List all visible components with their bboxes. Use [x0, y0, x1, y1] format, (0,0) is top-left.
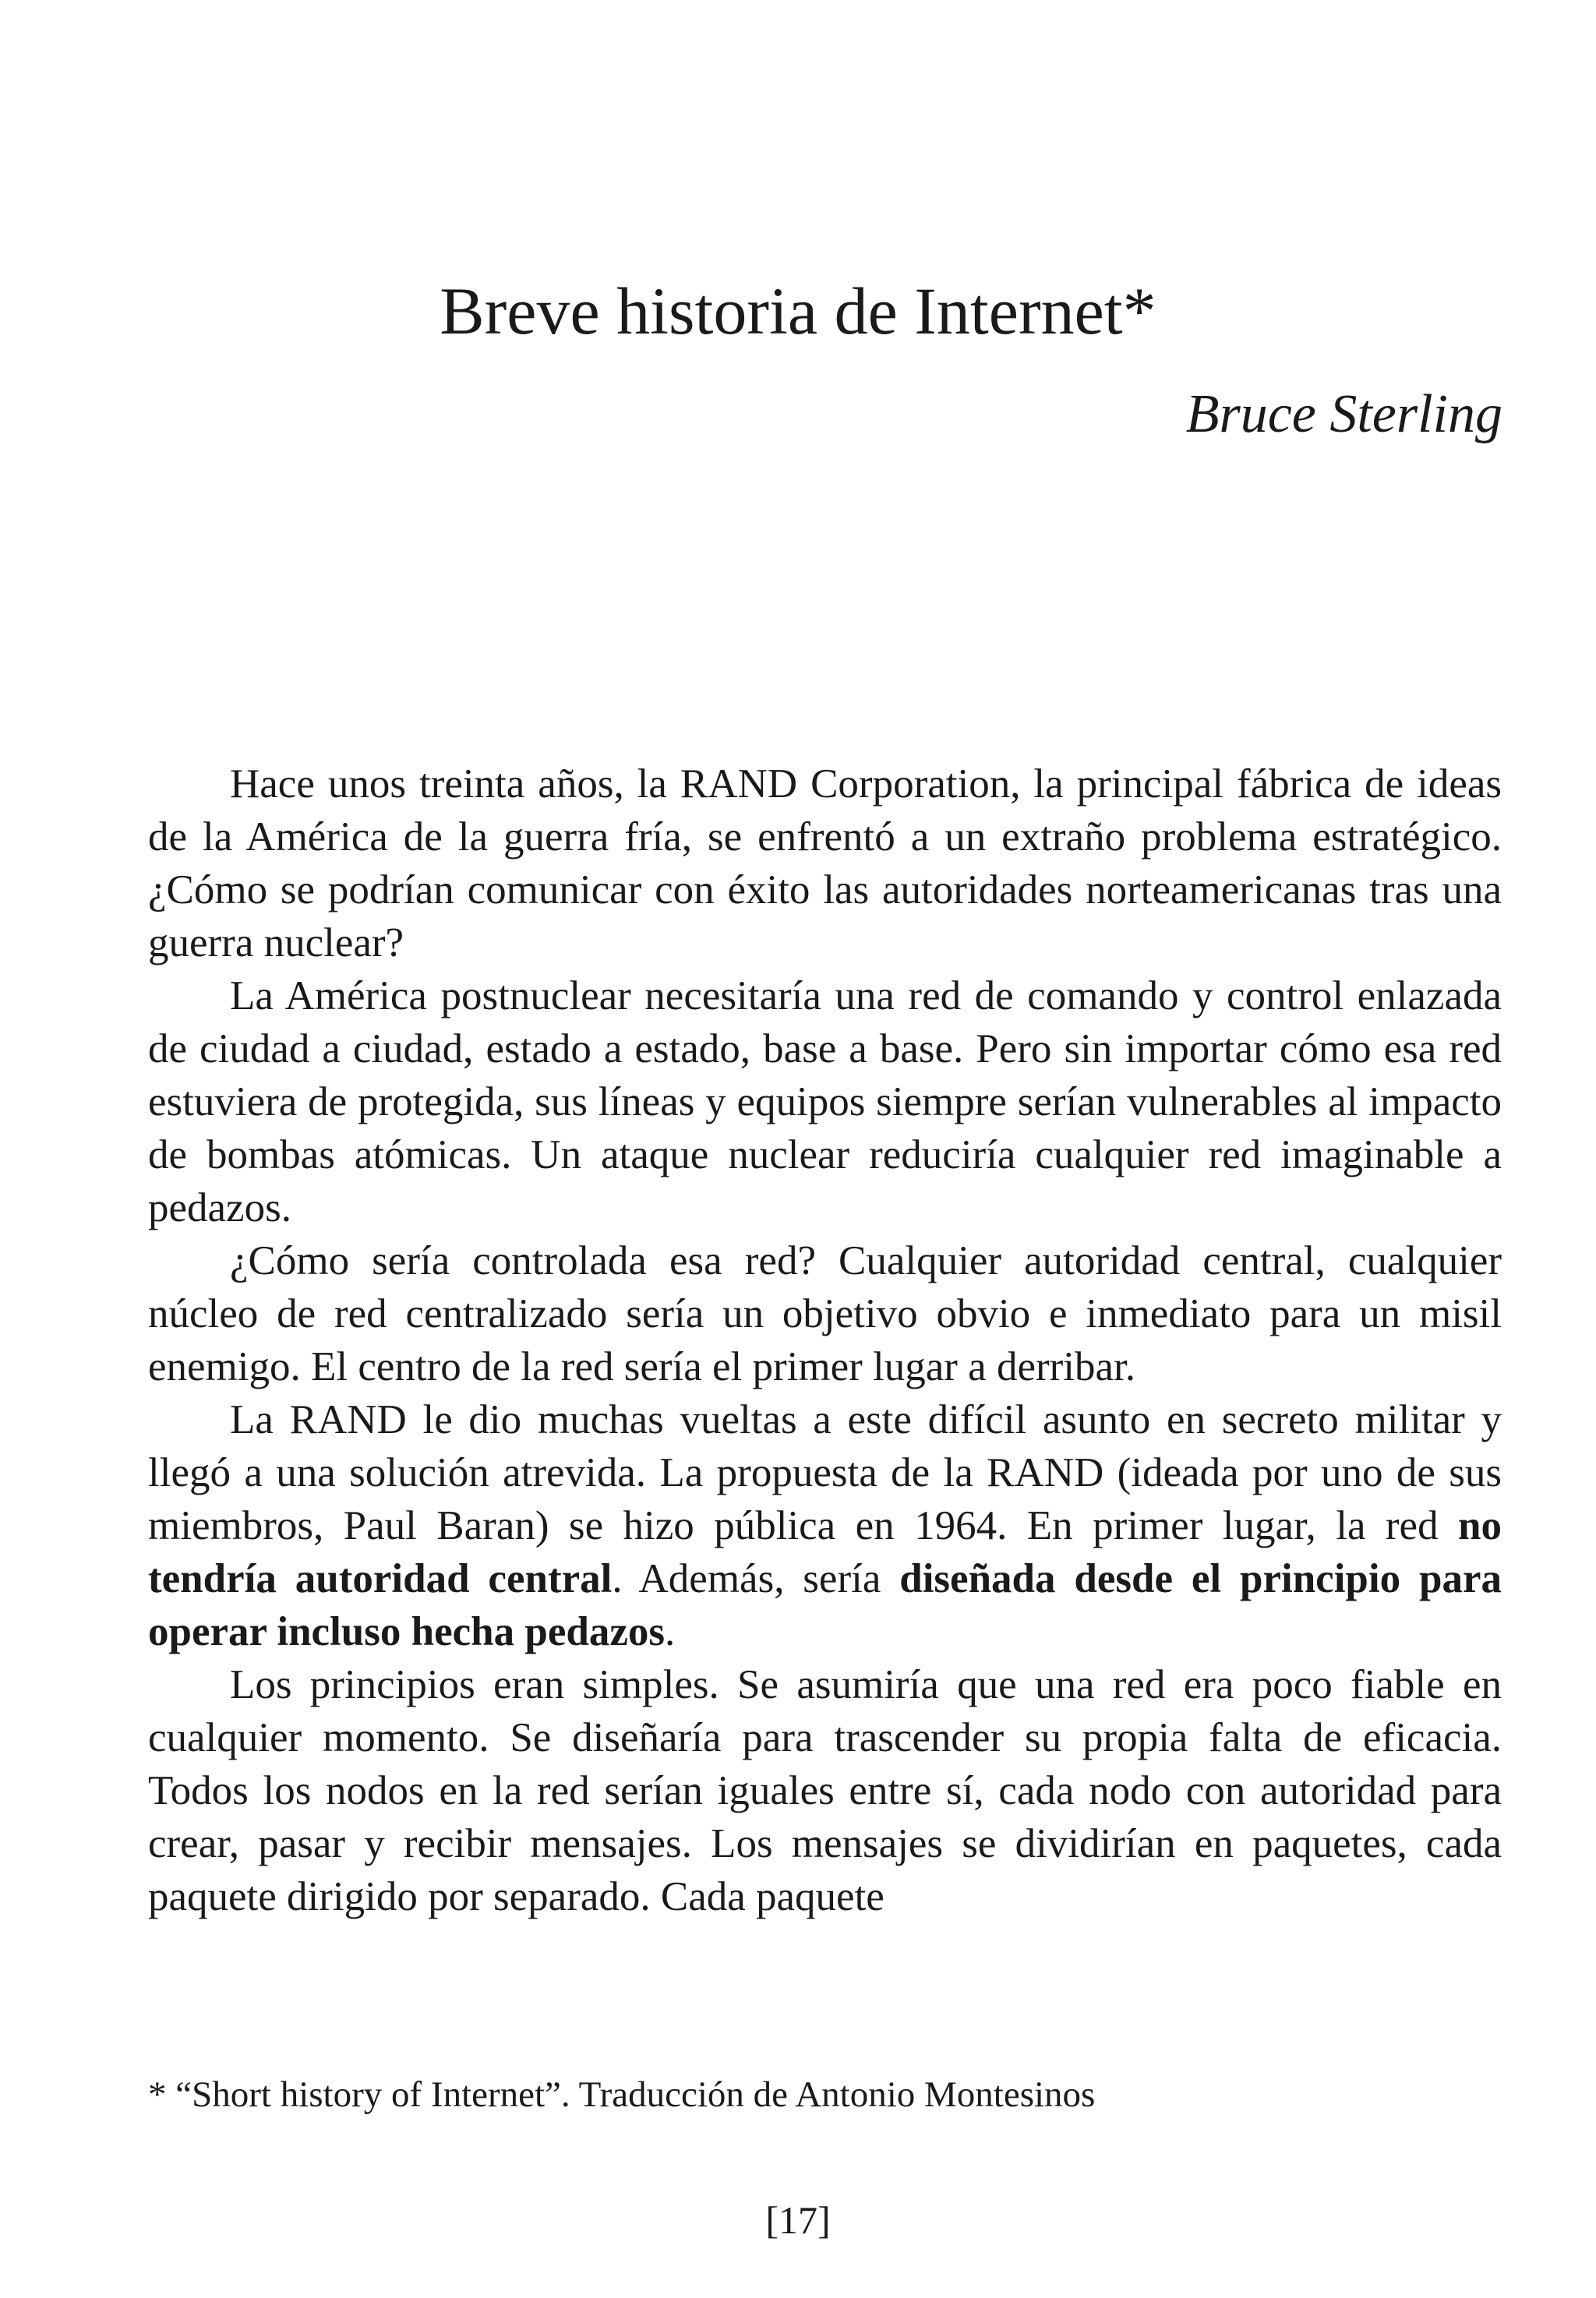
paragraph-3: ¿Cómo sería controlada esa red? Cualquier autoridad central, cualquier núcleo de red centralizado sería un objetivo obvio e inmediato para un misil enemigo. El centro de la red sería el primer lugar a derribar.	[148, 1238, 1502, 1389]
paragraph-1: Hace unos treinta años, la RAND Corporation, la principal fábrica de ideas de la América de la guerra fría, se enfrentó a un extraño problema estratégico. ¿Cómo se podrían comunicar con éxito las autoridades norteamericanas tras una guerra nuclear?	[148, 761, 1502, 965]
emphasis-designed-to-operate: diseñada desde el principio para operar incluso hecha pedazos	[148, 1556, 1502, 1654]
paragraph-5: Los principios eran simples. Se asumiría que una red era poco fiable en cualquier momento. Se diseñaría para trascender su propia falta de eficacia. Todos los nodos en la red serían iguales entre sí, cada nodo con autoridad para crear, pasar y recibir mensajes. Los mensajes se dividirían en paquetes, cada paquete dirigido por separado. Cada paquete	[148, 1662, 1502, 1919]
paragraph-4-text-c: .	[665, 1609, 676, 1654]
paragraph-4-text-b: . Además, sería	[612, 1556, 900, 1601]
chapter-title: Breve historia de Internet*	[440, 274, 1156, 348]
footnote: * “Short history of Internet”. Traducción de Antonio Montesinos	[148, 2074, 1096, 2115]
body-text	[148, 757, 1502, 1923]
author-name: Bruce Sterling	[1185, 384, 1502, 444]
paragraph-4-text-a: La RAND le dio muchas vueltas a este difícil asunto en secreto militar y llegó a una solución atrevida. La propuesta de la RAND (ideada por uno de sus miembros, Paul Baran) se hizo pública en 1964. En primer lugar, la red	[148, 1397, 1502, 1548]
emphasis-no-central-authority: no tendría autoridad central	[148, 1503, 1502, 1601]
paragraph-2: La América postnuclear necesitaría una red de comando y control enlazada de ciudad a ciudad, estado a estado, base a base. Pero sin importar cómo esa red estuviera de protegida, sus líneas y equipos siempre serían vulnerables al impacto de bombas atómicas. Un ataque nuclear reduciría cualquier red imaginable a pedazos.	[148, 973, 1502, 1230]
paragraph-4	[148, 1393, 1502, 1658]
page-number: [17]	[765, 2198, 831, 2242]
